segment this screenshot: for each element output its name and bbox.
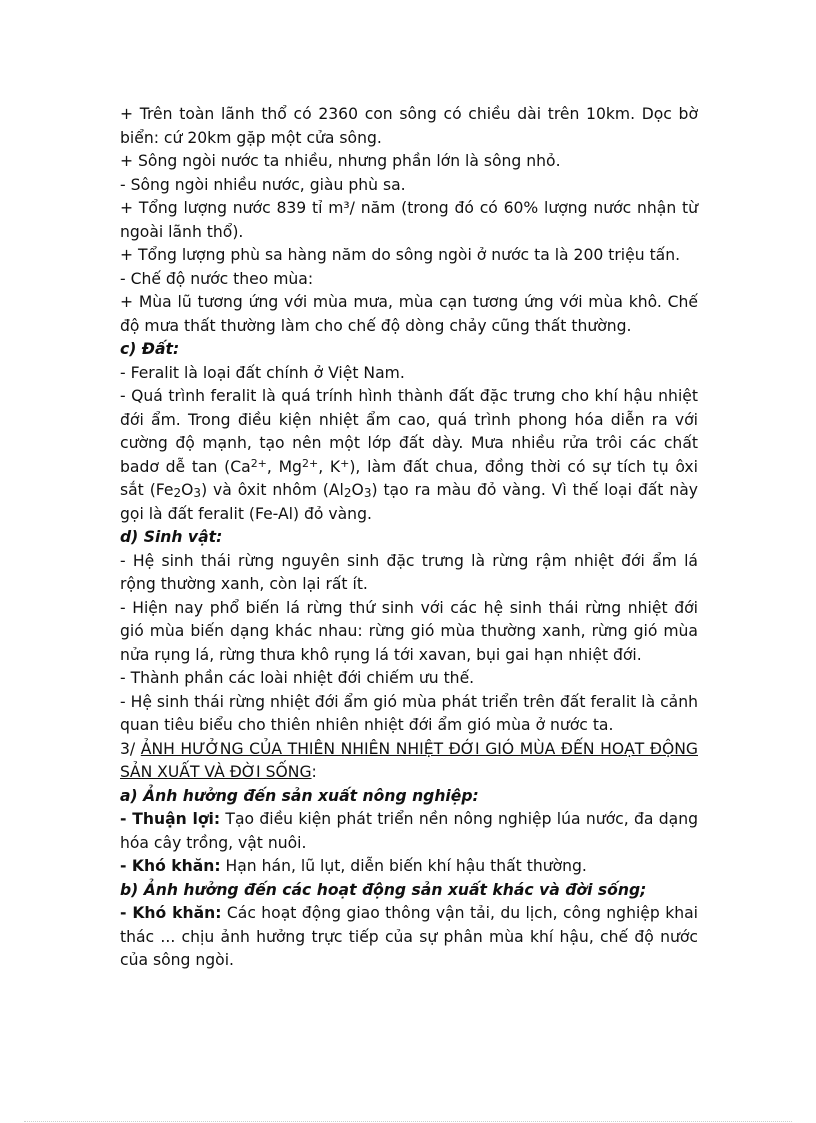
paragraph <box>120 855 698 879</box>
section-title: ẢNH HƯỞNG CỦA THIÊN NHIÊN NHIỆT ĐỚI GIÓ MÙA ĐẾN HOẠT ĐỘNG SẢN XUẤT VÀ ĐỜI SỐNG <box>120 739 698 781</box>
superscript: + <box>340 456 350 470</box>
paragraph: - Hệ sinh thái rừng nguyên sinh đặc trưng là rừng rậm nhiệt đới ẩm lá rộng thường xanh, còn lại rất ít. <box>120 551 698 593</box>
paragraph: - Thành phần các loài nhiệt đới chiếm ưu thế. <box>120 669 475 687</box>
paragraph: - Chế độ nước theo mùa: <box>120 269 314 288</box>
paragraph: - Hiện nay phổ biến lá rừng thứ sinh với các hệ sinh thái rừng nhiệt đới gió mùa biến dạng khác nhau: rừng gió mùa thường xanh, rừng gió mùa nửa rụng lá, rừng thưa khô rụng lá tới xavan, bụi gai hạn nhiệt đới. <box>120 598 698 664</box>
subscript: 3 <box>193 486 202 500</box>
text-run: ), làm đất chua, đồng thời có sự tích tụ ôxi sắt (Fe <box>120 457 698 499</box>
paragraph: - Sông ngòi nhiều nước, giàu phù sa. <box>120 175 406 194</box>
text-run: Các hoạt động giao thông vận tải, du lịch, công nghiệp khai thác ... chịu ảnh hưởng trực tiếp của sự phân mùa khí hậu, chế độ nước của sông ngòi. <box>120 904 698 969</box>
page-bottom-divider <box>24 1121 792 1122</box>
section-number: 3/ <box>120 739 141 758</box>
heading-a: a) Ảnh hưởng đến sản xuất nông nghiệp: <box>120 786 479 805</box>
label-kho-khan: - Khó khăn: <box>120 857 221 875</box>
text-run: O <box>351 481 364 499</box>
text-run: O <box>181 481 194 499</box>
paragraph-feralit <box>120 385 698 526</box>
heading-b: b) Ảnh hưởng đến các hoạt động sản xuất khác và đời sống; <box>120 880 647 899</box>
heading-sinh-vat: d) Sinh vật: <box>120 528 223 546</box>
paragraph: + Tổng lượng phù sa hàng năm do sông ngòi ở nước ta là 200 triệu tấn. <box>120 246 681 264</box>
paragraph: + Mùa lũ tương ứng với mùa mưa, mùa cạn tương ứng với mùa khô. Chế độ mưa thất thường làm cho chế độ dòng chảy cũng thất thường. <box>120 293 698 335</box>
subscript: 2 <box>173 486 182 500</box>
text-run: - Quá trình feralit là quá trính hình thành đất đặc trưng cho khí hậu nhiệt đới ẩm. Trong điều kiện nhiệt ẩm cao, quá trình phong hóa diễn ra với cường độ mạnh, tạo nên một lớp đất dày. Mưa nhiều rửa trôi các chất badơ dễ tan (Ca <box>120 387 698 476</box>
paragraph: + Sông ngòi nước ta nhiều, nhưng phần lớn là sông nhỏ. <box>120 152 561 170</box>
text-run: , K <box>318 457 341 476</box>
label-thuan-loi: - Thuận lợi: <box>120 810 221 828</box>
section-colon: : <box>311 763 317 781</box>
paragraph: - Hệ sinh thái rừng nhiệt đới ẩm gió mùa phát triển trên đất feralit là cảnh quan tiêu biểu cho thiên nhiên nhiệt đới ẩm gió mùa ở nước ta. <box>120 692 698 734</box>
paragraph: - Feralit là loại đất chính ở Việt Nam. <box>120 363 405 382</box>
subscript: 2 <box>343 486 352 500</box>
text-run: ) và ôxit nhôm (Al <box>201 481 344 499</box>
text-run: Hạn hán, lũ lụt, diễn biến khí hậu thất thường. <box>220 857 587 875</box>
heading-dat: c) Đất: <box>120 340 180 358</box>
text-run: , Mg <box>266 457 302 476</box>
text-run: Tạo điều kiện phát triển nền nông nghiệp lúa nước, đa dạng hóa cây trồng, vật nuôi. <box>120 810 698 852</box>
section-heading-3 <box>120 738 698 785</box>
superscript: 2+ <box>301 456 319 470</box>
document-page <box>120 103 698 973</box>
superscript: 2+ <box>250 456 267 470</box>
paragraph <box>120 902 698 973</box>
paragraph: + Tổng lượng nước 839 tỉ m³/ năm (trong đó có 60% lượng nước nhận từ ngoài lãnh thổ). <box>120 199 698 241</box>
paragraph: + Trên toàn lãnh thổ có 2360 con sông có chiều dài trên 10km. Dọc bờ biển: cứ 20km gặp một cửa sông. <box>120 105 698 147</box>
paragraph <box>120 808 698 855</box>
label-kho-khan: - Khó khăn: <box>120 904 222 922</box>
text-run: ) tạo ra màu đỏ vàng. Vì thế loại đất này gọi là đất feralit (Fe-Al) đỏ vàng. <box>120 481 698 523</box>
subscript: 3 <box>363 486 372 500</box>
